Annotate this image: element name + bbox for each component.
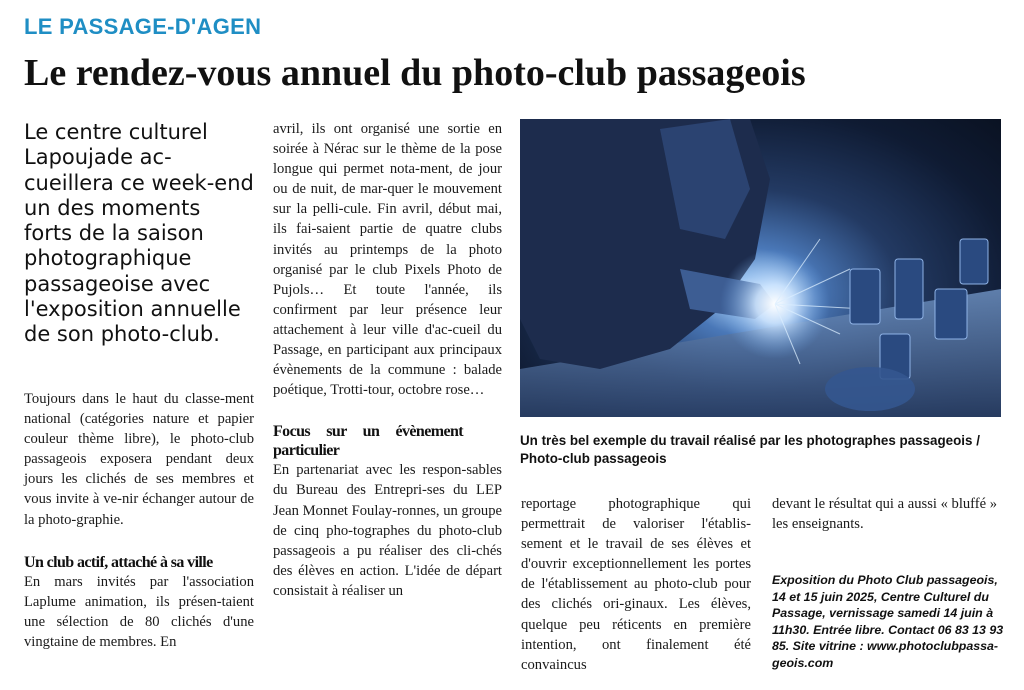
column-1-paragraph-1: Toujours dans le haut du classe-ment national (catégories nature et papier couleur thème libre), le photo-club passageois exposera pendant deux jours les clichés de ses membres et vous invite à ve-nir échanger autour de la photo-graphie. <box>24 391 254 528</box>
column-3-paragraph-1: reportage photographique qui permettrait de valoriser l'établis-sement et le travail de ses élèves et d'ouvrir exceptionnellement les portes de l'établissement au photo-club pour des clichés ori-ginaux. Les élèves, quelque peu réticents en première intention, ont finalement été convaincus <box>521 496 751 673</box>
column-1-paragraph-2: En mars invités par l'association Laplume animation, ils présen-taient une sélection de 80 clichés d'une vingtaine de membres. En <box>24 573 254 650</box>
column-2-paragraph-1: avril, ils ont organisé une sortie en soirée à Nérac sur le thème de la pose longue qui permet nota-ment, de jour ou de nuit, de mar-quer le mouvement sur la pelli-cule. Fin avril, début mai, ils fai-saient partie de quatre clubs invités au printemps de la photo organisé par le club Pixels Photo de Pujols… Et toute l'année, ils confirment par leur présence leur attachement à leur ville d'ac-cueil du Passage, en participant aux principaux évènements de la commune : balade poétique, Trotti-tour, octobre rose… <box>273 121 502 399</box>
welding-photo <box>520 119 1001 417</box>
photo-caption: Un très bel exemple du travail réalisé par les photographes passageois / Photo-club passageois <box>520 433 980 466</box>
exhibition-info-box: Exposition du Photo Club passageois, 14 et 15 juin 2025, Centre Culturel du Passage, vernissage samedi 14 juin à 11h30. Entrée libre. Contact 06 83 13 93 85. Site vitrine : www.photoclubpassa-geois.com <box>772 573 1004 670</box>
subhead-active-club: Un club actif, attaché à sa ville <box>24 553 213 571</box>
welding-photo-illustration <box>520 119 1001 417</box>
article-headline: Le rendez-vous annuel du photo-club passageois <box>24 52 806 94</box>
article-column-4 <box>772 494 1004 534</box>
article-column-2 <box>273 119 502 601</box>
section-kicker: LE PASSAGE-D'AGEN <box>24 14 262 39</box>
subhead-focus-event: Focus sur un évènement particulier <box>273 423 463 460</box>
article-column-3 <box>521 494 751 675</box>
column-2-paragraph-2: En partenariat avec les respon-sables du Bureau des Entrepri-ses du LEP Jean Monnet Foulay-ronnes, un groupe de cinq pho-tographes du photo-club passageois a pu réaliser des cli-chés des élèves en action. L'idée de départ consistait à réaliser un <box>273 462 502 599</box>
article-column-1 <box>24 389 254 652</box>
column-4-paragraph-1: devant le résultat qui a aussi « bluffé » les enseignants. <box>772 496 998 533</box>
article-lede: Le centre culturel Lapoujade ac-cueillera ce week-end un des moments forts de la saison photographique passageoise avec l'exposition annuelle de son photo-club. <box>24 120 254 347</box>
